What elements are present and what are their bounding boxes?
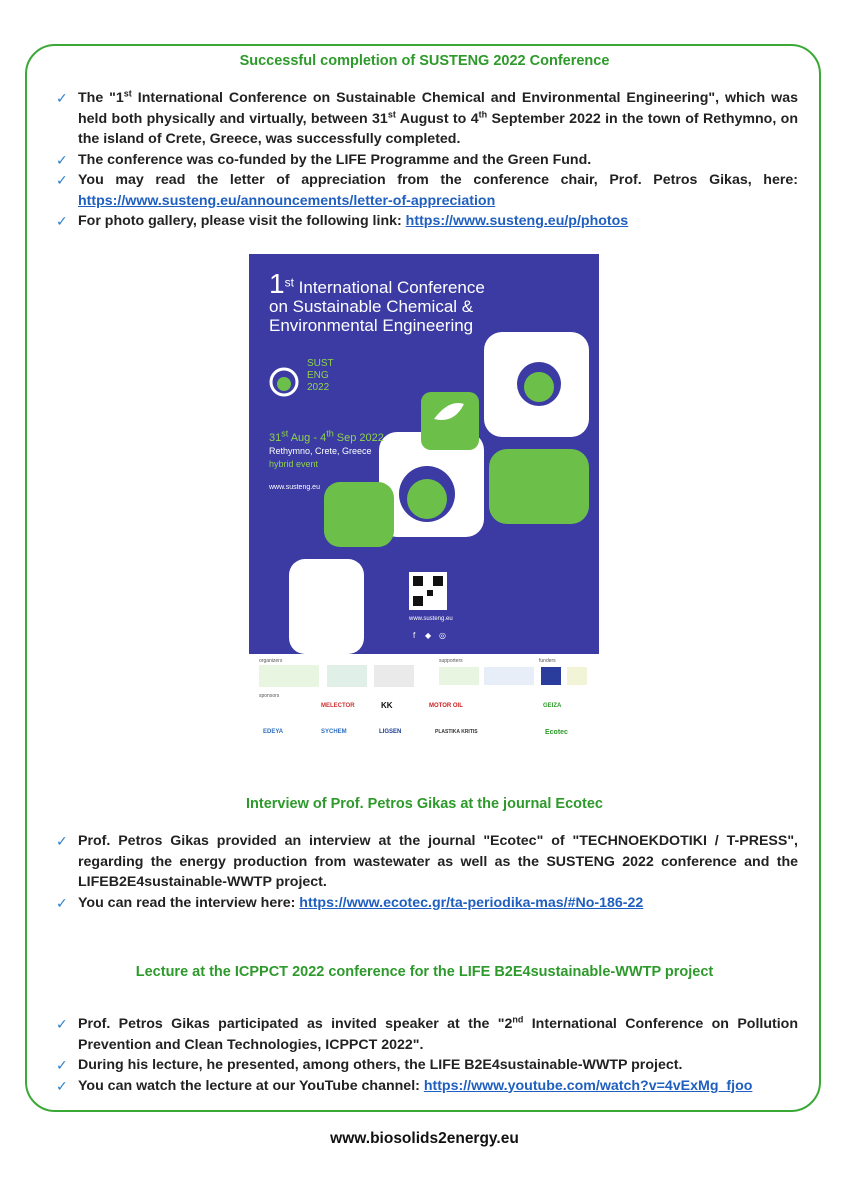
supporter-logo [439, 667, 479, 685]
organizer-logo [374, 665, 414, 687]
sponsor-plastika: PLASTIKA KRITIS [435, 729, 478, 735]
checkmark-icon: ✓ [56, 894, 68, 911]
susteng-bullet-list [56, 88, 798, 232]
supporter-logo [484, 667, 534, 685]
poster-url-bottom: www.susteng.eu [409, 616, 453, 622]
list-item: ✓ Prof. Petros Gikas provided an interview at the journal "Ecotec" of "TECHNOEKDOTIKI / T-PRESS", regarding the energy production from wastewater as well as the SUSTENG 2022 conference and the LIFEB2E4sustainable-WWTP project. [56, 833, 798, 890]
sponsors-strip [249, 655, 599, 755]
list-item: ✓ You can read the interview here: https://www.ecotec.gr/ta-periodika-mas/#No-186-22 [56, 893, 798, 914]
list-item: ✓ You can watch the lecture at our YouTube channel: https://www.youtube.com/watch?v=4vExMg_fjoo [56, 1076, 798, 1097]
sponsor-edeya: EDEYA [263, 729, 284, 735]
section-title-susteng: Successful completion of SUSTENG 2022 Conference [239, 53, 610, 69]
sponsors-label: sponsors [259, 693, 280, 699]
sponsor-ecotec: Ecotec [545, 729, 568, 736]
interview-bullet-list [56, 831, 798, 913]
funder-logo [567, 667, 587, 685]
list-item: ✓ During his lecture, he presented, among others, the LIFE B2E4sustainable-WWTP project. [56, 1055, 798, 1076]
checkmark-icon: ✓ [56, 151, 68, 168]
poster-event-info: 31st Aug - 4th Sep 2022 Rethymno, Crete, Greece hybrid event www.susteng.eu [269, 428, 384, 491]
youtube-lecture-link[interactable]: https://www.youtube.com/watch?v=4vExMg_fjoo [423, 1077, 753, 1094]
supporters-label: supporters [439, 658, 463, 664]
checkmark-icon: ✓ [56, 172, 68, 188]
checkmark-icon: ✓ [56, 1057, 68, 1073]
poster-logo-text: SUST ENG 2022 [307, 358, 334, 393]
photo-gallery-link[interactable]: https://www.susteng.eu/p/photos [405, 213, 629, 229]
sponsor-ligsen: LIGSEN [379, 729, 402, 735]
svg-text:◎: ◎ [439, 631, 446, 640]
checkmark-icon: ✓ [56, 90, 68, 106]
letter-of-appreciation-link[interactable]: https://www.susteng.eu/announcements/letter-of-appreciation [78, 192, 496, 209]
sponsor-melector: MELECTOR [321, 703, 355, 709]
lecture-bullet-list [56, 1014, 798, 1096]
list-item: ✓ The conference was co-funded by the LIFE Programme and the Green Fund. [56, 150, 798, 171]
funders-label: funders [539, 658, 556, 664]
checkmark-icon: ✓ [56, 1016, 68, 1032]
checkmark-icon: ✓ [56, 833, 68, 849]
footer-website: www.biosolids2energy.eu [330, 1130, 519, 1147]
organizer-logo [327, 665, 367, 687]
interview-link[interactable]: https://www.ecotec.gr/ta-periodika-mas/#No-186-22 [299, 894, 644, 911]
conference-poster [249, 254, 599, 654]
list-item: ✓ For photo gallery, please visit the following link: https://www.susteng.eu/p/photos [56, 211, 798, 232]
checkmark-icon: ✓ [56, 1077, 68, 1094]
list-item: ✓ You may read the letter of appreciation from the conference chair, Prof. Petros Gikas, here: https://www.susteng.eu/announcements/letter-of-appreciation [56, 172, 798, 209]
sponsor-geiza: GEIZA [543, 703, 562, 709]
poster-title: 1st International Conference on Sustainable Chemical & Environmental Engineering [269, 268, 485, 335]
organizer-logo [259, 665, 319, 687]
sponsor-motor-oil: MOTOR OIL [429, 703, 463, 709]
list-item: ✓ Prof. Petros Gikas participated as invited speaker at the "2nd International Conference on Pollution Prevention and Clean Technologies, ICPPCT 2022". [56, 1014, 799, 1053]
eu-flag-logo [541, 667, 561, 685]
checkmark-icon: ✓ [56, 213, 68, 229]
organizers-label: organizers [259, 658, 283, 664]
sponsor-kk: KK [381, 701, 393, 710]
section-title-interview: Interview of Prof. Petros Gikas at the journal Ecotec [246, 796, 603, 812]
svg-text:f: f [413, 631, 416, 640]
list-item: ✓ The "1st International Conference on Sustainable Chemical and Environmental Engineering", which was held both physically and virtually, between 31st August to 4th September 2022 in the town of Rethymno, on the island of Crete, Greece, was successfully completed. [56, 88, 798, 147]
section-title-lecture: Lecture at the ICPPCT 2022 conference for the LIFE B2E4sustainable-WWTP project [135, 964, 714, 980]
svg-text:◆: ◆ [425, 631, 432, 640]
sponsor-sychem: SYCHEM [321, 729, 347, 735]
